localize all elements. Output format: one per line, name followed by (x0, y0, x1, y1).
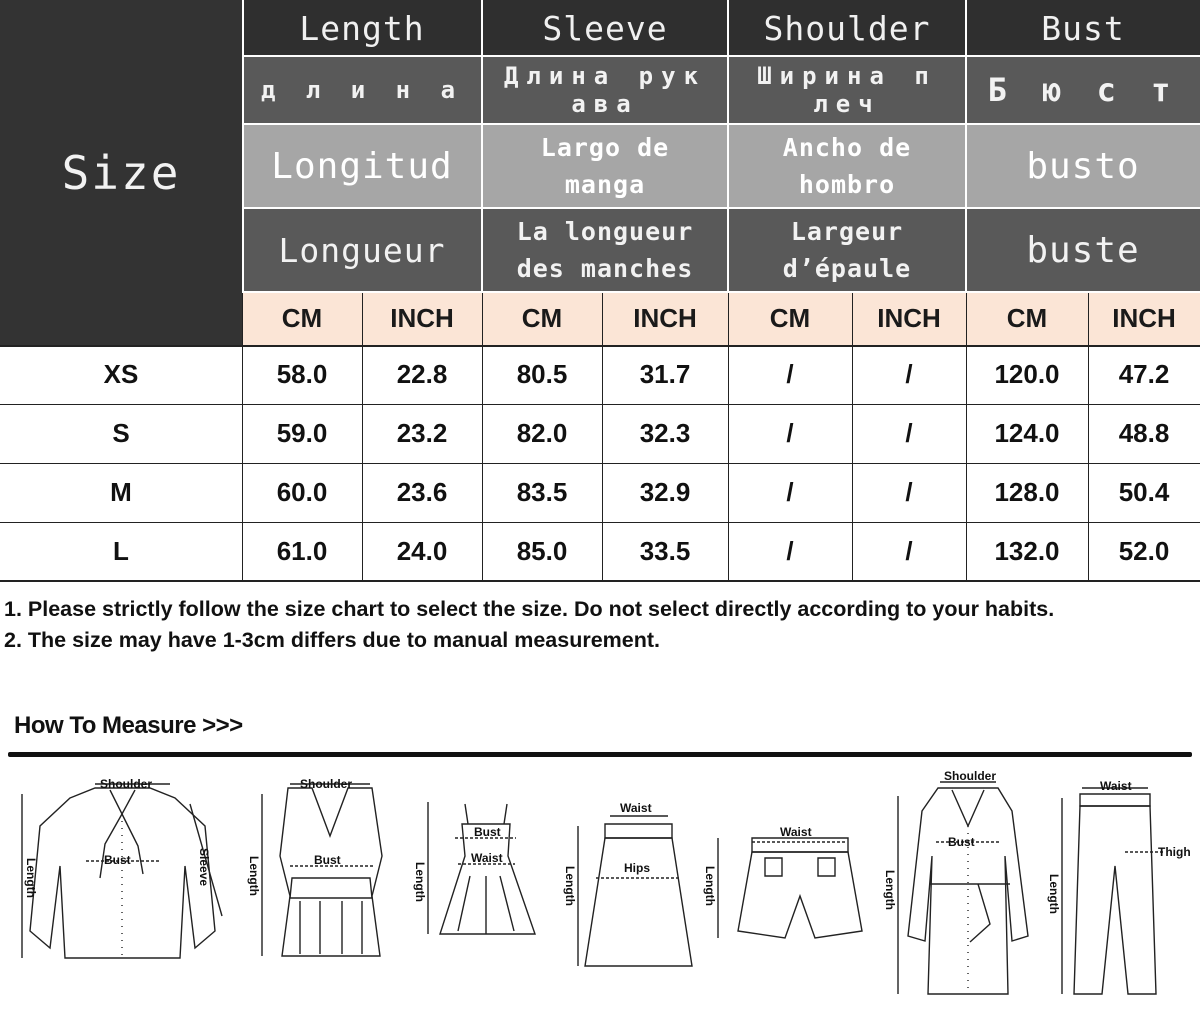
header-divider (727, 0, 729, 292)
cell-s-length-cm: 59.0 (242, 404, 362, 463)
grid-line (0, 580, 1200, 582)
cell-m-sleeve-cm: 83.5 (482, 463, 602, 522)
size-label-m: M (0, 463, 242, 522)
blouse-illustration (22, 784, 222, 958)
cell-m-length-cm: 60.0 (242, 463, 362, 522)
header-divider (242, 0, 244, 292)
section-divider (8, 752, 1192, 757)
header-sleeve-en: Sleeve (482, 0, 728, 56)
grid-line (966, 292, 967, 582)
grid-line (728, 292, 729, 582)
label-sleeve-1: Sleeve (197, 848, 211, 887)
grid-line (1088, 292, 1089, 582)
cell-m-bust-inch: 50.4 (1088, 463, 1200, 522)
cell-xs-bust-inch: 47.2 (1088, 345, 1200, 404)
grid-line (0, 345, 1200, 347)
how-to-measure-illustrations (0, 766, 1200, 1016)
cell-l-length-inch: 24.0 (362, 522, 482, 581)
cell-xs-shoulder-inch: / (852, 345, 966, 404)
unit-sleeve-inch: INCH (602, 292, 728, 345)
header-sleeve-es-line2: manga (564, 170, 646, 199)
unit-sleeve-cm: CM (482, 292, 602, 345)
header-length-ru: д л и н а (242, 56, 482, 124)
note-1: 1. Please strictly follow the size chart to select the size. Do not select directly according to your habits. (4, 597, 1055, 621)
label-length-4: Length (563, 866, 577, 906)
grid-line (482, 292, 483, 582)
cell-xs-length-inch: 22.8 (362, 345, 482, 404)
cell-m-bust-cm: 128.0 (966, 463, 1088, 522)
grid-line (852, 292, 853, 582)
how-to-measure-title: How To Measure >>> (14, 712, 243, 739)
label-waist-3: Waist (471, 851, 503, 865)
header-shoulder-ru (728, 56, 966, 124)
shorts-illustration (718, 838, 862, 938)
grid-line (242, 292, 243, 582)
unit-length-inch: INCH (362, 292, 482, 345)
grid-line (602, 292, 603, 582)
header-bust-en: Bust (966, 0, 1200, 56)
label-shoulder-2: Shoulder (300, 777, 353, 791)
coat-illustration (898, 782, 1028, 994)
unit-shoulder-cm: CM (728, 292, 852, 345)
cell-xs-length-cm: 58.0 (242, 345, 362, 404)
label-bust-2: Bust (314, 853, 341, 867)
header-sleeve-fr (482, 208, 728, 292)
unit-length-cm: CM (242, 292, 362, 345)
grid-line (0, 404, 1200, 405)
header-length-es: Longitud (242, 124, 482, 208)
cell-xs-sleeve-inch: 31.7 (602, 345, 728, 404)
header-bust-ru: Б ю с т (966, 56, 1200, 124)
label-waist-7: Waist (1100, 779, 1132, 793)
cell-s-bust-inch: 48.8 (1088, 404, 1200, 463)
label-length-3: Length (413, 862, 427, 902)
header-length-en: Length (242, 0, 482, 56)
label-length-5: Length (703, 866, 717, 906)
label-bust-6: Bust (948, 835, 975, 849)
cell-s-length-inch: 23.2 (362, 404, 482, 463)
grid-line (0, 463, 1200, 464)
cell-xs-shoulder-cm: / (728, 345, 852, 404)
header-divider (242, 207, 1200, 209)
header-sleeve-ru-line2: ава (571, 90, 639, 118)
cell-s-shoulder-inch: / (852, 404, 966, 463)
label-hips-4: Hips (624, 861, 651, 875)
cell-l-bust-cm: 132.0 (966, 522, 1088, 581)
header-sleeve-es (482, 124, 728, 208)
label-waist-5: Waist (780, 825, 812, 839)
label-bust-3: Bust (474, 825, 501, 839)
header-length-fr: Longueur (242, 208, 482, 292)
cell-l-shoulder-inch: / (852, 522, 966, 581)
cell-l-sleeve-inch: 33.5 (602, 522, 728, 581)
header-shoulder-ru-line1: Ширина п (757, 62, 937, 90)
label-shoulder-1: Shoulder (100, 777, 153, 791)
cell-l-shoulder-cm: / (728, 522, 852, 581)
cell-m-shoulder-cm: / (728, 463, 852, 522)
size-label-l: L (0, 522, 242, 581)
label-length-7: Length (1047, 874, 1061, 914)
label-length-2: Length (247, 856, 261, 896)
size-label-xs: XS (0, 345, 242, 404)
header-shoulder-fr-line1: Largeur (790, 217, 904, 246)
header-sleeve-ru-line1: Длина рук (503, 62, 707, 90)
cell-m-length-inch: 23.6 (362, 463, 482, 522)
size-notes (4, 594, 1194, 656)
grid-line (362, 292, 363, 582)
unit-bust-inch: INCH (1088, 292, 1200, 345)
dress-illustration (428, 802, 535, 934)
cell-s-shoulder-cm: / (728, 404, 852, 463)
label-waist-4: Waist (620, 801, 652, 815)
header-divider (965, 0, 967, 292)
header-bust-fr: buste (966, 208, 1200, 292)
header-shoulder-fr (728, 208, 966, 292)
cell-xs-bust-cm: 120.0 (966, 345, 1088, 404)
note-2: 2. The size may have 1-3cm differs due to manual measurement. (4, 628, 660, 652)
label-thigh-7: Thigh (1158, 845, 1191, 859)
label-shoulder-6: Shoulder (944, 769, 997, 783)
cell-l-length-cm: 61.0 (242, 522, 362, 581)
label-length-6: Length (883, 870, 897, 910)
vest-illustration (262, 784, 382, 956)
label-length-1: Length (24, 858, 38, 898)
header-shoulder-es-line1: Ancho de (782, 133, 912, 162)
header-sleeve-es-line1: Largo de (540, 133, 670, 162)
header-shoulder-ru-line2: леч (813, 90, 881, 118)
cell-m-sleeve-inch: 32.9 (602, 463, 728, 522)
header-divider (242, 123, 1200, 125)
cell-s-bust-cm: 124.0 (966, 404, 1088, 463)
cell-xs-sleeve-cm: 80.5 (482, 345, 602, 404)
cell-s-sleeve-cm: 82.0 (482, 404, 602, 463)
header-divider (481, 0, 483, 292)
trousers-illustration (1062, 788, 1165, 994)
cell-l-sleeve-cm: 85.0 (482, 522, 602, 581)
header-divider (242, 291, 1200, 293)
cell-s-sleeve-inch: 32.3 (602, 404, 728, 463)
header-shoulder-fr-line2: d’épaule (782, 254, 912, 283)
unit-shoulder-inch: INCH (852, 292, 966, 345)
size-label-s: S (0, 404, 242, 463)
header-shoulder-en: Shoulder (728, 0, 966, 56)
size-header: Size (0, 0, 242, 345)
grid-line (0, 522, 1200, 523)
label-bust-1: Bust (104, 853, 131, 867)
header-bust-es: busto (966, 124, 1200, 208)
cell-l-bust-inch: 52.0 (1088, 522, 1200, 581)
header-sleeve-fr-line2: des manches (516, 254, 694, 283)
header-sleeve-fr-line1: La longueur (516, 217, 694, 246)
header-divider (242, 55, 1200, 57)
unit-bust-cm: CM (966, 292, 1088, 345)
skirt-illustration (578, 816, 692, 966)
cell-m-shoulder-inch: / (852, 463, 966, 522)
header-sleeve-ru (482, 56, 728, 124)
header-shoulder-es (728, 124, 966, 208)
header-shoulder-es-line2: hombro (798, 170, 896, 199)
